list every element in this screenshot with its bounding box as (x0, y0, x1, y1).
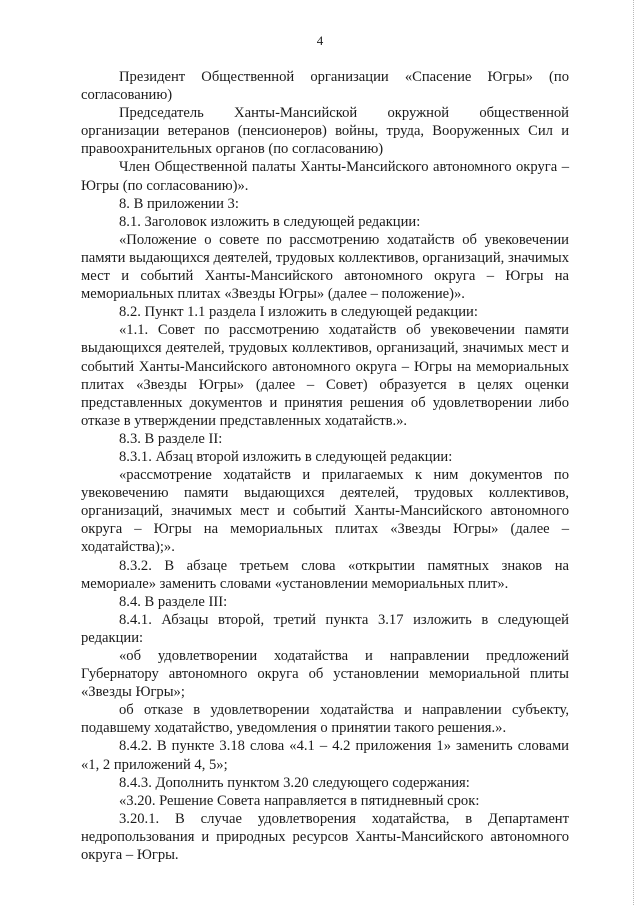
paragraph-8-4-1-text-b: об отказе в удовлетворении ходатайства и направлении субъекту, подавшему ходатайство, уведомления о принятии такого решения.». (81, 702, 569, 737)
paragraph-3-20-1: 3.20.1. В случае удовлетворения ходатайства, в Департамент недропользования и природных ресурсов Ханты-Мансийского автономного округа – Югры. (81, 810, 569, 864)
paragraph-3-20: «3.20. Решение Совета направляется в пятидневный срок: (119, 792, 480, 809)
paragraph-8-4-3: 8.4.3. Дополнить пунктом 3.20 следующего содержания: (119, 774, 470, 791)
paragraph-8-2: 8.2. Пункт 1.1 раздела I изложить в следующей редакции: (119, 304, 478, 321)
paragraph-member-public-chamber: Член Общественной палаты Ханты-Мансийского автономного округа – Югры (по согласованию)». (81, 159, 569, 194)
page-number: 4 (316, 33, 324, 48)
paragraph-8-4-1-text-a: «об удовлетворении ходатайства и направлении предложений Губернатору автономного округа об установлении мемориальной плиты «Звезды Югры»; (81, 648, 569, 701)
paragraph-8-4-1: 8.4.1. Абзацы второй, третий пункта 3.17 изложить в следующей редакции: (81, 611, 569, 646)
document-body (81, 68, 569, 864)
paragraph-member-rescue-yugra: Президент Общественной организации «Спасение Югры» (по согласованию) (81, 69, 569, 104)
paragraph-8-3-1: 8.3.1. Абзац второй изложить в следующей редакции: (119, 448, 453, 465)
paragraph-8-3-1-text: «рассмотрение ходатайств и прилагаемых к ним документов по увековечению памяти выдающихся деятелей, трудовых коллективов, организаций, значимых мест и событий Ханты-Мансийского автономного округа – Югры на мемориальных плитах «Звезды Югры» (далее – ходатайства);». (81, 467, 569, 556)
paragraph-member-veterans: Председатель Ханты-Мансийской окружной общественной организации ветеранов (пенсионеров) войны, труда, Вооруженных Сил и правоохранительных органов (по согласованию) (81, 105, 569, 158)
paragraph-8-3-2: 8.3.2. В абзаце третьем слова «открытии памятных знаков на мемориале» заменить словами «установлении мемориальных плит». (81, 557, 569, 592)
paragraph-8-4: 8.4. В разделе III: (119, 593, 228, 610)
paragraph-8-3: 8.3. В разделе II: (119, 430, 223, 447)
paragraph-8-2-text: «1.1. Совет по рассмотрению ходатайств об увековечении памяти выдающихся деятелей, трудовых коллективов, организаций, значимых мест и событий Ханты-Мансийского автономного округа – Югры на мемориальных плитах «Звезды Югры» (далее – Совет) образуется в целях оценки представленных документов и принятия решения об удовлетворении либо отказе в утверждении представленных ходатайств.». (81, 322, 569, 429)
scan-edge-artifact (632, 0, 634, 905)
paragraph-8-1: 8.1. Заголовок изложить в следующей редакции: (119, 213, 421, 230)
paragraph-8: 8. В приложении 3: (119, 195, 239, 212)
paragraph-8-1-title: «Положение о совете по рассмотрению ходатайств об увековечении памяти выдающихся деятелей, трудовых коллективов, организаций, значимых мест и событий Ханты-Мансийского автономного округа – Югры на мемориальных плитах «Звезды Югры» (далее – положение)». (81, 231, 569, 303)
paragraph-8-4-2: 8.4.2. В пункте 3.18 слова «4.1 – 4.2 приложения 1» заменить словами «1, 2 приложений 4, 5»; (81, 738, 569, 773)
